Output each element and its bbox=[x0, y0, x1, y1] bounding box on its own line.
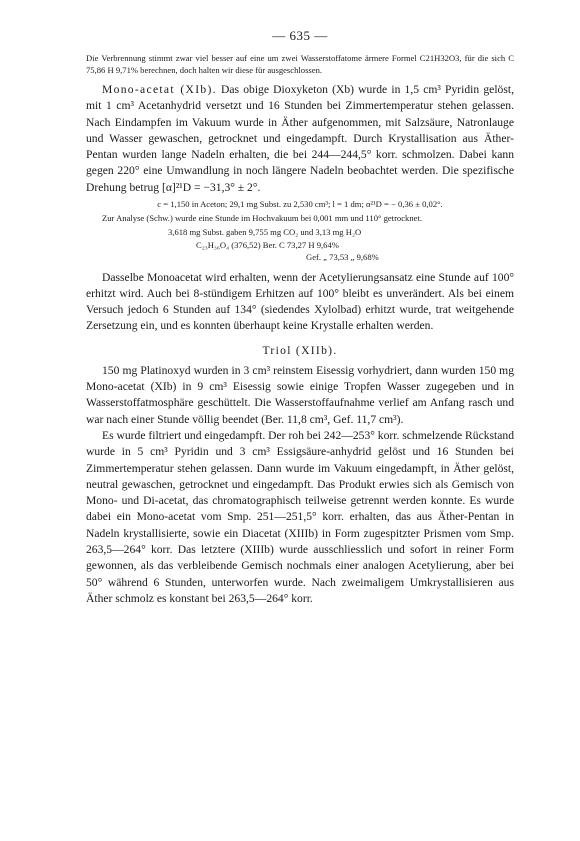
page-number: — 635 — bbox=[272, 28, 328, 43]
analysis-line: 3,618 mg Subst. gaben 9,755 mg CO₂ und 3,13 mg H₂O bbox=[168, 227, 362, 238]
monoacetat-text: Das obige Dioxyketon (Xb) wurde in 1,5 cm³ Pyridin gelöst, mit 1 cm³ Acetanhydrid versetzt und 16 Stunden bei Zimmertemperatur stehen gelassen. Nach Eindampfen im Vakuum wurde in Äther aufgenommen, mit Salzsäure, Natronlauge und Wasser gewaschen, getrocknet und eingedampft. Durch Krystallisation aus Äther-Pentan wurden lange Nadeln erhalten, die bei 244—244,5° korr. schmolzen. Dabei kann gegen 220° eine Umwandlung in noch längere Nadeln beobachtet werden. Die spezifische Drehung betrug [α]²¹D = −31,3° ± 2°. bbox=[86, 83, 514, 194]
triol-paragraph-1: 150 mg Platinoxyd wurden in 3 cm³ reinstem Eisessig vorhydriert, dann wurden 150 mg Mono-acetat (XIb) in 9 cm³ Eisessig sowie einige Tropfen Wasser zugegeben und in Wasserstoffatmosphäre geschüttelt. Die Wasserstoffaufnahme verlief am Anfang rasch und war nach einer Stunde völlig beendet (Ber. 11,8 cm³, Gef. 11,7 cm³). bbox=[86, 363, 514, 426]
analysis-line: C₂₃H₃₆O₄ (376,52) Ber. C 73,27 H 9,64% bbox=[196, 239, 339, 250]
monoacetat-paragraph bbox=[86, 82, 514, 196]
combustion-note: Die Verbrennung stimmt zwar viel besser auf eine um zwei Wasserstoffatome ärmere Formel C21H32O3, für die sich C 75,86 H 9,71% berechnen, doch halten wir diese für ausgeschlossen. bbox=[86, 53, 514, 75]
rotation-line: c = 1,150 in Aceton; 29,1 mg Subst. zu 2,530 cm³; l = 1 dm; α²¹D = − 0,36 ± 0,02°. bbox=[157, 199, 443, 210]
document-page bbox=[86, 28, 514, 607]
monoacetat-followup: Dasselbe Monoacetat wird erhalten, wenn der Acetylierungsansatz eine Stunde auf 100° erhitzt wird. Auch bei 8-stündigem Erhitzen auf 100° bleibt es unverändert. Als bei einem Versuch jedoch 6 Stunden auf 134° (siedendes Xylolbad) erhitzt wurde, trat weitgehende Zersetzung ein, und es konnten überhaupt keine Krystalle erhalten werden. bbox=[86, 270, 514, 333]
analysis-line: Gef. „ 73,53 „ 9,68% bbox=[306, 252, 379, 263]
analysis-note: Zur Analyse (Schw.) wurde eine Stunde im Hochvakuum bei 0,001 mm und 110° getrocknet. bbox=[102, 213, 422, 224]
elemental-analysis bbox=[86, 226, 514, 264]
monoacetat-heading: Mono-acetat (XIb). bbox=[102, 83, 217, 96]
triol-paragraph-2: Es wurde filtriert und eingedampft. Der roh bei 242—253° korr. schmelzende Rückstand wurde in 5 cm³ Pyridin und 3 cm³ Essigsäure-anhydrid gelöst und 16 Stunden bei Zimmertemperatur stehen gelassen. Dann wurde im Vakuum eingedampft, in Äther gelöst, neutral gewaschen, getrocknet und eingedampft. Das Produkt erwies sich als Gemisch von Mono- und Di-acetat, das chromatographisch teilweise getrennt werden konnte. Es wurde dabei ein Mono-acetat vom Smp. 251—251,5° korr. erhalten, das aus Äther-Pentan in Nadeln krystallisierte, sowie ein Diacetat (XIIIb) in Form zugespitzter Prismen vom Smp. 263,5—264° korr. Das letztere (XIIIb) wurde ausschliesslich und sofort in reiner Form gewonnen, als das verbleibende Gemisch nochmals einer analogen Acetylierung, aber bei 50° während 6 Stunden, unterworfen wurde. Nach zweimaligem Umkrystallisieren aus Äther schmolz es konstant bei 263,5—264° korr. bbox=[86, 428, 514, 605]
triol-heading: Triol (XIIb). bbox=[262, 343, 338, 357]
